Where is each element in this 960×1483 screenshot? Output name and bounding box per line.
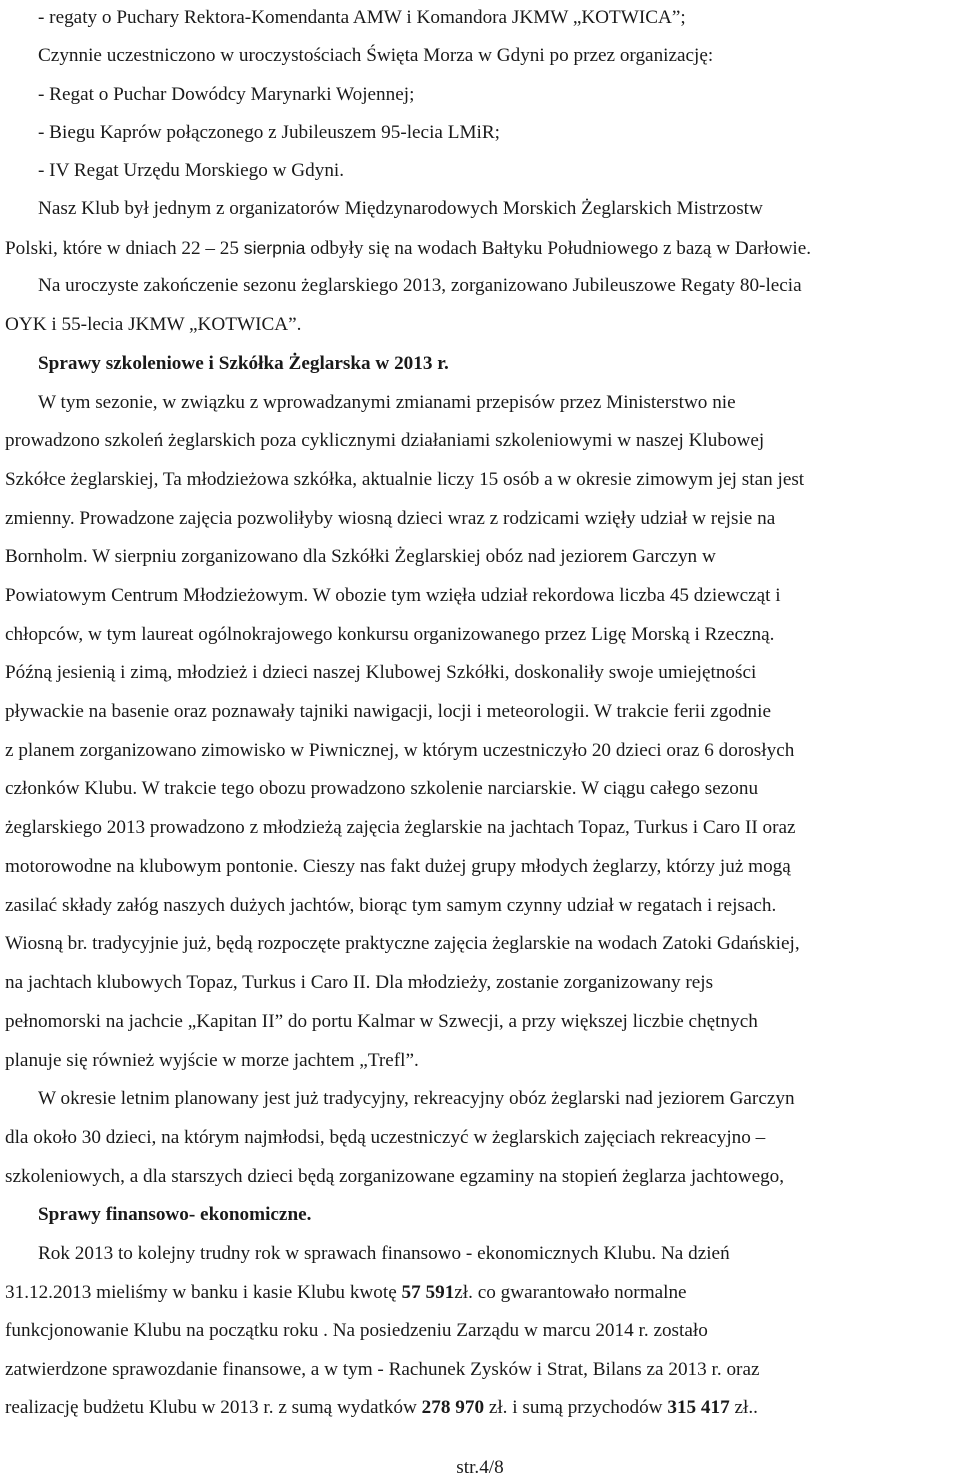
text-line: Czynnie uczestniczono w uroczystościach Święta Morza w Gdyni po przez organizację: <box>38 45 714 66</box>
text-line: szkoleniowych, a dla starszych dzieci będą zorganizowane egzaminy na stopień żeglarza jachtowego, <box>5 1166 785 1187</box>
text-line: W tym sezonie, w związku z wprowadzanymi zmianami przepisów przez Ministerstwo nie <box>38 392 736 413</box>
text-line: W okresie letnim planowany jest już tradycyjny, rekreacyjny obóz żeglarski nad jeziorem Garczyn <box>38 1088 795 1109</box>
text-line: - IV Regat Urzędu Morskiego w Gdyni. <box>38 160 345 181</box>
text-line: dla około 30 dzieci, na którym najmłodsi, będą uczestniczyć w żeglarskich zajęciach rekreacyjno – <box>5 1127 766 1148</box>
amount-bold: 315 417 <box>667 1397 730 1418</box>
text-line <box>0 228 960 268</box>
text-line: zatwierdzone sprawozdanie finansowe, a w tym - Rachunek Zysków i Strat, Bilans za 2013 r. oraz <box>5 1359 760 1380</box>
text-line: Późną jesienią i zimą, młodzież i dzieci naszej Klubowej Szkółki, doskonaliły swoje umiejętności <box>5 662 757 683</box>
text-line: chłopców, w tym laureat ogólnokrajowego konkursu organizowanego przez Ligę Morską i Rzeczną. <box>5 624 775 645</box>
text-line: Nasz Klub był jednym z organizatorów Międzynarodowych Morskich Żeglarskich Mistrzostw <box>38 198 763 219</box>
text-run: zł.. <box>729 1397 758 1418</box>
text-line: - regaty o Puchary Rektora-Komendanta AMW i Komandora JKMW „KOTWICA”; <box>38 7 686 28</box>
text-line: prowadzono szkoleń żeglarskich poza cyklicznymi działaniami szkoleniowymi w naszej Klubowej <box>5 430 765 451</box>
text-line: planuje się również wyjście w morze jachtem „Trefl”. <box>5 1050 419 1071</box>
amount-bold: 57 591 <box>401 1282 455 1303</box>
amount-bold: 278 970 <box>421 1397 485 1418</box>
text-line: pływackie na basenie oraz poznawały tajniki nawigacji, locji i meteorologii. W trakcie ferii zgodnie <box>5 701 771 722</box>
text-line: zmienny. Prowadzone zajęcia pozwoliłyby wiosną dzieci wraz z rodzicami wzięły udział w rejsie na <box>5 508 776 529</box>
section-heading: Sprawy szkoleniowe i Szkółka Żeglarska w 2013 r. <box>38 353 449 374</box>
text-line: Powiatowym Centrum Młodzieżowym. W obozie tym wzięła udział rekordowa liczba 45 dziewcząt i <box>5 585 781 606</box>
text-line: OYK i 55-lecia JKMW „KOTWICA”. <box>5 314 302 335</box>
text-line: Szkółce żeglarskiej, Ta młodzieżowa szkółka, aktualnie liczy 15 osób a w okresie zimowym jej stan jest <box>5 469 805 490</box>
text-line <box>0 1273 960 1313</box>
text-line: zasilać składy załóg naszych dużych jachtów, biorąc tym samym czynny udział w regatach i rejsach. <box>5 895 777 916</box>
text-line: członków Klubu. W trakcie tego obozu prowadzono szkolenie narciarskie. W ciągu całego sezonu <box>5 778 759 799</box>
page-number: str.4/8 <box>456 1457 504 1478</box>
text-run-sans: sierpnia <box>243 238 306 258</box>
text-line: na jachtach klubowych Topaz, Turkus i Caro II. Dla młodzieży, zostanie zorganizowany rejs <box>5 972 714 993</box>
text-line: pełnomorski na jachcie „Kapitan II” do portu Kalmar w Szwecji, a przy większej liczbie chętnych <box>5 1011 758 1032</box>
text-line: żeglarskiego 2013 prowadzono z młodzieżą zajęcia żeglarskie na jachtach Topaz, Turkus i Caro II oraz <box>5 817 796 838</box>
text-run: zł. i sumą przychodów <box>484 1397 668 1418</box>
text-line: Na uroczyste zakończenie sezonu żeglarskiego 2013, zorganizowano Jubileuszowe Regaty 80-lecia <box>38 275 802 296</box>
text-run: zł. co gwarantowało normalne <box>454 1282 687 1303</box>
text-line: Wiosną br. tradycyjnie już, będą rozpoczęte praktyczne zajęcia żeglarskie na wodach Zatoki Gdańskiej, <box>5 933 800 954</box>
text-line: z planem zorganizowano zimowisko w Piwnicznej, w którym uczestniczyło 20 dzieci oraz 6 dorosłych <box>5 740 795 761</box>
text-line <box>0 1388 960 1428</box>
text-run: Polski, które w dniach 22 – 25 <box>5 238 244 259</box>
text-line: - Biegu Kaprów połączonego z Jubileuszem 95-lecia LMiR; <box>38 122 500 143</box>
text-line: Rok 2013 to kolejny trudny rok w sprawach finansowo - ekonomicznych Klubu. Na dzień <box>38 1243 730 1264</box>
text-run: odbyły się na wodach Bałtyku Południowego z bazą w Darłowie. <box>305 238 812 259</box>
text-line: funkcjonowanie Klubu na początku roku . Na posiedzeniu Zarządu w marcu 2014 r. zostało <box>5 1320 708 1341</box>
text-run: 31.12.2013 mieliśmy w banku i kasie Klubu kwotę <box>5 1282 402 1303</box>
text-line: motorowodne na klubowym pontonie. Cieszy nas fakt dużej grupy młodych żeglarzy, którzy już mogą <box>5 856 791 877</box>
text-run: realizację budżetu Klubu w 2013 r. z sumą wydatków <box>5 1397 422 1418</box>
text-line: Bornholm. W sierpniu zorganizowano dla Szkółki Żeglarskiej obóz nad jeziorem Garczyn w <box>5 546 716 567</box>
text-line: - Regat o Puchar Dowódcy Marynarki Wojennej; <box>38 84 415 105</box>
section-heading: Sprawy finansowo- ekonomiczne. <box>38 1204 312 1225</box>
